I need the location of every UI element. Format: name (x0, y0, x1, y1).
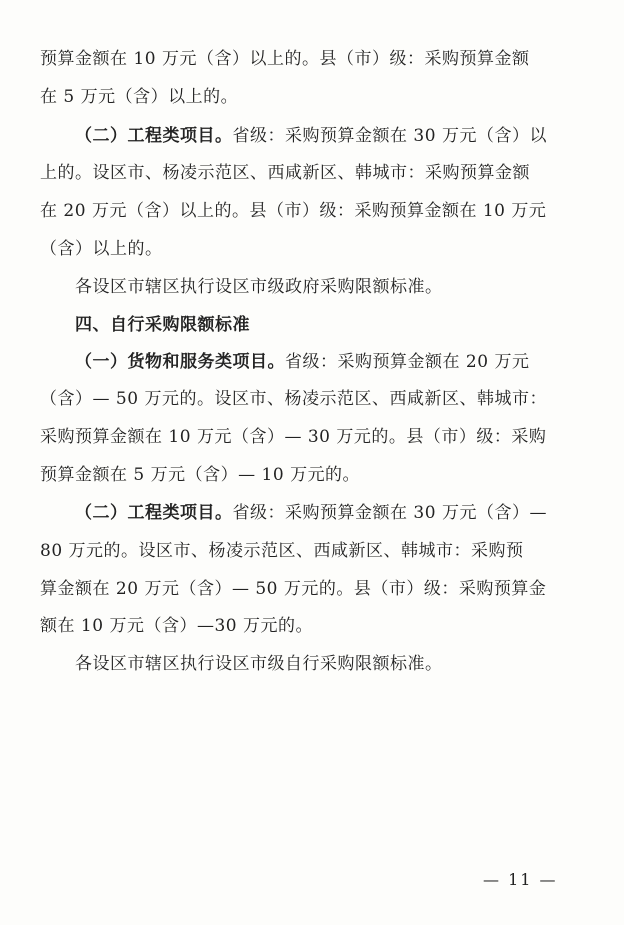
text-line: 各设区市辖区执行设区市级自行采购限额标准。 (75, 654, 443, 674)
text-line: 在 20 万元（含）以上的。县（市）级：采购预算金额在 10 万元 (40, 201, 547, 221)
text-line: 各设区市辖区执行设区市级政府采购限额标准。 (75, 277, 443, 297)
text-line: 上的。设区市、杨凌示范区、西咸新区、韩城市：采购预算金额 (40, 163, 530, 183)
text-line: 算金额在 20 万元（含）— 50 万元的。县（市）级：采购预算金 (40, 579, 547, 599)
text-line: 预算金额在 10 万元（含）以上的。县（市）级：采购预算金额 (40, 49, 530, 69)
item-heading: （二）工程类项目。 (75, 126, 233, 146)
text-line: （含）以上的。 (40, 239, 163, 259)
page-number: — 11 — (483, 870, 558, 889)
text-line: 采购预算金额在 10 万元（含）— 30 万元的。县（市）级：采购 (40, 427, 547, 447)
paragraph-line (75, 121, 624, 146)
text-span: 省级：采购预算金额在 20 万元 (285, 352, 530, 372)
text-span: 省级：采购预算金额在 30 万元（含）— (232, 503, 547, 523)
text-line: 预算金额在 5 万元（含）— 10 万元的。 (40, 465, 361, 485)
item-heading: （一）货物和服务类项目。 (75, 352, 285, 372)
section-heading: 四、自行采购限额标准 (75, 315, 250, 335)
text-line: 额在 10 万元（含）—30 万元的。 (40, 616, 313, 636)
text-line: 在 5 万元（含）以上的。 (40, 87, 239, 107)
paragraph-line (75, 347, 624, 372)
item-heading: （二）工程类项目。 (75, 503, 233, 523)
text-line: 80 万元的。设区市、杨凌示范区、西咸新区、韩城市：采购预 (40, 541, 524, 561)
text-line: （含）— 50 万元的。设区市、杨凌示范区、西咸新区、韩城市： (40, 389, 547, 409)
paragraph-line (75, 498, 624, 523)
text-span: 省级：采购预算金额在 30 万元（含）以 (232, 126, 547, 146)
